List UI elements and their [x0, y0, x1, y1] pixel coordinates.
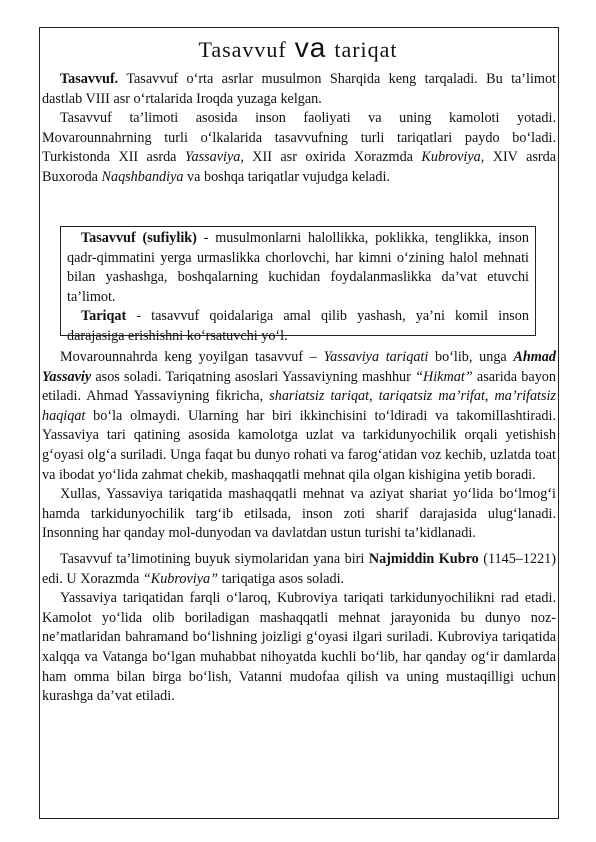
definition-tasavvuf: Tasavvuf (sufiylik) - musulmonlarni halollikka, poklikka, tenglikka, inson qadr-qimmatini yerga urmaslikka chorlovchi, har kimni o‘zining halol mehnati bilan yashashga, boshqalarning kuchidan foydalanmaslikka da’vat etuvchi ta’limot. [67, 230, 529, 305]
intro-block [42, 70, 556, 188]
title-part2: va [294, 32, 327, 63]
definitions-box [60, 226, 536, 344]
page-title [0, 32, 596, 64]
paragraph-3: Movarounnahrda keng yoyilgan tasavvuf – Yassaviya tariqati bo‘lib, unga Ahmad Yassaviy asos soladi. Tariqatning asoslari Yassaviyning mashhur “Hikmat” asarida bayon etiladi. Ahmad Yassaviyning fikricha, shariatsiz tariqat, tariqatsiz ma’rifat, ma’rifatsiz haqiqat bo‘la olmaydi. Ularning har biri ikkinchisini to‘ldiradi va takomillashtiradi. Yassaviya tari qatining asosida kamolotga uzlat va tarkidunyochilik orqali yetishish g‘oyasi olg‘a suriladi. Unga faqat bu dunyo rohati va farog‘atidan voz kechib, uzlatda toat va ibodat yo‘lida zahmat chekib, mashaqqatli mehnat qila olgan kishigina yetib boradi. [42, 349, 556, 483]
title-part3: tariqat [334, 37, 398, 62]
paragraph-4: Xullas, Yassaviya tariqatida mashaqqatli mehnat va aziyat shariat yo‘lida bo‘lmog‘i hamda tarkidunyochilik targ‘ib etilsada, inson zoti sharif darajasida ulug‘lanadi. Insonning har qanday mol-dunyodan va davlatdan ustun turishi ta’kidlanadi. [42, 486, 556, 542]
paragraph-6: Yassaviya tariqatidan farqli o‘laroq, Kubroviya tariqati tarkidunyochilikni rad etadi. Kamolot yo‘lida olib boriladigan mashaqqatli mehnat jarayonida bu dunyo noz-ne’matlaridan bahramand bo‘lishning joizligi g‘oyasi ilgari suriladi. Kubroviya tariqatida xalqqa va Vatanga bo‘lgan muhabbat nihoyatda kuchli bo‘lib, har qanday og‘ir damlarda ham omma bilan birga bo‘lish, Vatanni mudofaa qilish va uning mustaqilligi uchun kurashga da’vat etiladi. [42, 590, 556, 705]
title-part1: Tasavvuf [198, 37, 287, 62]
paragraph-5: Tasavvuf ta’limotining buyuk siymolaridan yana biri Najmiddin Kubro (1145–1221) edi. U Xorazmda “Kubroviya” tariqatiga asos soladi. [42, 550, 556, 587]
paragraph-1: Tasavvuf. Tasavvuf o‘rta asrlar musulmon Sharqida keng tarqaladi. Bu ta’limot dastlab VIII asr o‘rtalarida Iroqda yuzaga kelgan. [42, 71, 556, 107]
main-block [42, 348, 556, 707]
term-tasavvuf: Tasavvuf. [60, 71, 119, 87]
paragraph-2: Tasavvuf ta’limoti asosida inson faoliyati va uning kamoloti yotadi. Movarounnahrning turli o‘lkalarida tasavvufning turli tariqatlari paydo bo‘ladi. Turkistonda XII asrda Yassaviya, XII asr oxirida Xorazmda Kubroviya, XIV asrda Buxoroda Naqshbandiya va boshqa tariqatlar vujudga keladi. [42, 110, 556, 185]
definition-tariqat: Tariqat - tasavvuf qoidalariga amal qilib yashash, ya’ni komil inson darajasiga erishishni ko‘rsatuvchi yo‘l. [67, 308, 529, 344]
